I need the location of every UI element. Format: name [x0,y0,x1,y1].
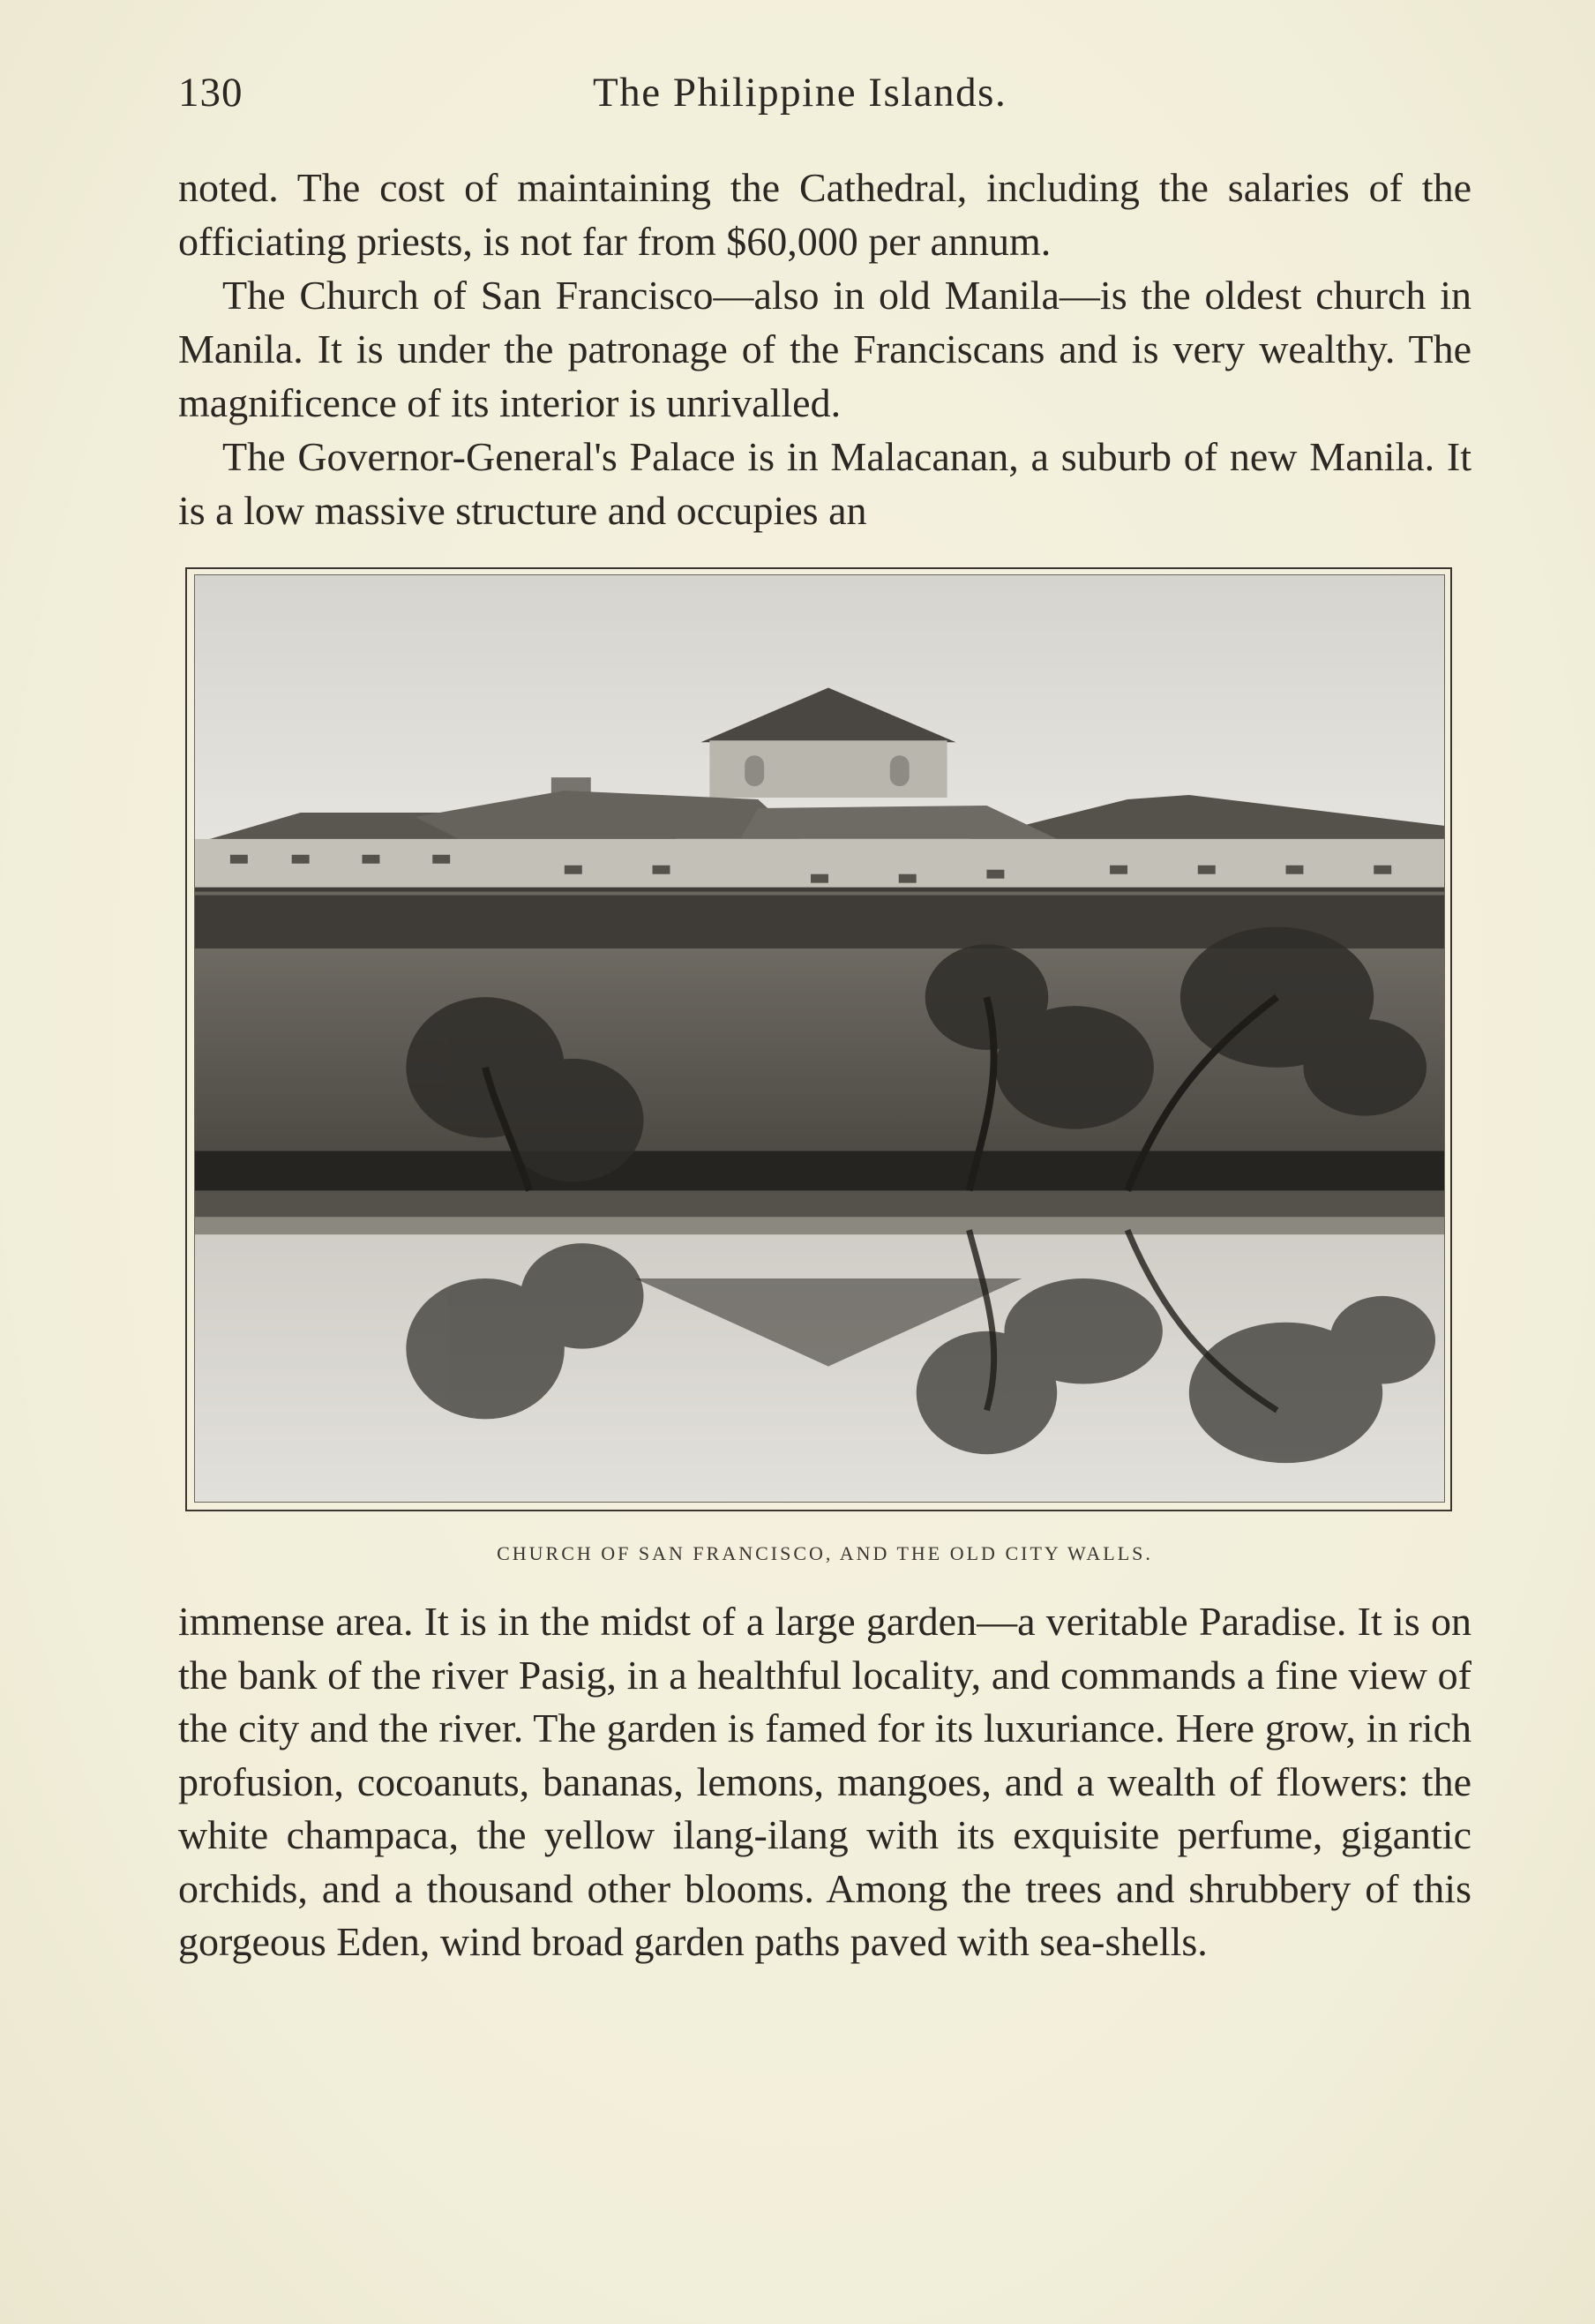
figure-caption: CHURCH OF SAN FRANCISCO, AND THE OLD CITY WALLS. [497,1542,1153,1564]
text-block-top [178,161,1471,537]
running-head [178,69,1475,122]
running-title: The Philippine Islands. [593,70,1007,116]
page-number: 130 [178,70,243,116]
photograph [194,574,1445,1503]
paragraph: The Governor-General's Palace is in Malacanan, a suburb of new Manila. It is a low massive structure and occupies an [178,434,1471,533]
paragraph: The Church of San Francisco—also in old Manila—is the oldest church in Manila. It is under the patronage of the Franciscans and is very wealthy. The magnificence of its interior is unrivalled. [178,273,1471,425]
paragraph: noted. The cost of maintaining the Cathedral, including the salaries of the officiating priests, is not far from $60,000 per annum. [178,165,1471,264]
photo-plate [185,567,1452,1511]
paragraph: immense area. It is in the midst of a large garden—a veritable Paradise. It is on the bank of the river Pasig, in a healthful locality, and commands a fine view of the city and the river. The garden is famed for its luxuriance. Here grow, in rich profusion, cocoanuts, bananas, lemons, mangoes, and a wealth of flowers: the white champaca, the yellow ilang-ilang with its exquisite perfume, gigantic orchids, and a thousand other blooms. Among the trees and shrubbery of this gorgeous Eden, wind broad garden paths paved with sea-shells. [178,1599,1471,1964]
text-block-bottom [178,1595,1471,1969]
